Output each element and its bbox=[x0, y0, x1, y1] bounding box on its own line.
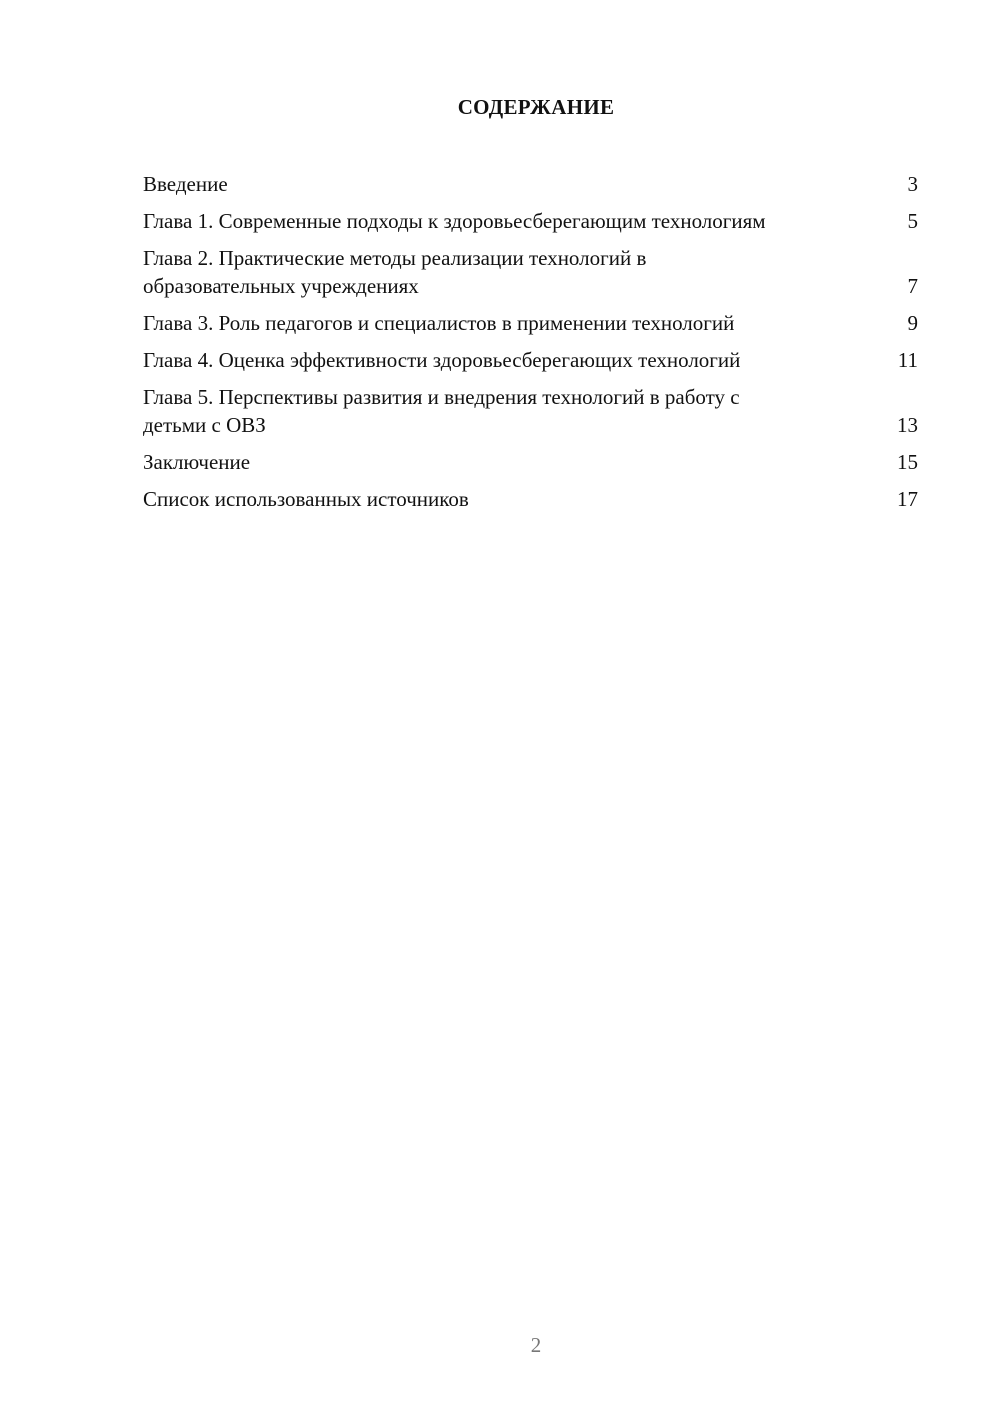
toc-entry-chapter-1 bbox=[143, 207, 918, 235]
toc-entry-chapter-3 bbox=[143, 309, 918, 337]
toc-entry-conclusion bbox=[143, 448, 918, 476]
table-of-contents bbox=[143, 170, 918, 522]
toc-entry-chapter-5 bbox=[143, 383, 918, 439]
toc-entry-introduction bbox=[143, 170, 918, 198]
toc-entry-page: 9 bbox=[907, 311, 918, 335]
toc-entry-title: Список использованных источников bbox=[143, 487, 469, 511]
toc-entry-references bbox=[143, 485, 918, 513]
toc-entry-page: 15 bbox=[897, 450, 918, 474]
toc-entry-title: Глава 2. Практические методы реализации технологий в образовательных учреждениях bbox=[143, 246, 647, 298]
toc-entry-page: 11 bbox=[897, 348, 918, 372]
toc-entry-title: Глава 1. Современные подходы к здоровьесберегающим технологиям bbox=[143, 209, 766, 233]
toc-entry-title: Введение bbox=[143, 172, 228, 196]
toc-entry-title: Глава 4. Оценка эффективности здоровьесберегающих технологий bbox=[143, 348, 741, 372]
toc-entry-page: 5 bbox=[907, 209, 918, 233]
toc-entry-title: Заключение bbox=[143, 450, 251, 474]
toc-entry-page: 17 bbox=[897, 487, 918, 511]
toc-entry-chapter-4 bbox=[143, 346, 918, 374]
toc-entry-page: 3 bbox=[907, 172, 918, 196]
toc-entry-title: Глава 5. Перспективы развития и внедрения технологий в работу с детьми с ОВЗ bbox=[143, 385, 740, 437]
toc-entry-page: 13 bbox=[897, 413, 918, 437]
toc-entry-chapter-2 bbox=[143, 244, 918, 300]
page-title: СОДЕРЖАНИЕ bbox=[457, 95, 615, 119]
toc-entry-page: 7 bbox=[907, 274, 918, 298]
page-number: 2 bbox=[530, 1333, 542, 1357]
toc-entry-title: Глава 3. Роль педагогов и специалистов в применении технологий bbox=[143, 311, 735, 335]
